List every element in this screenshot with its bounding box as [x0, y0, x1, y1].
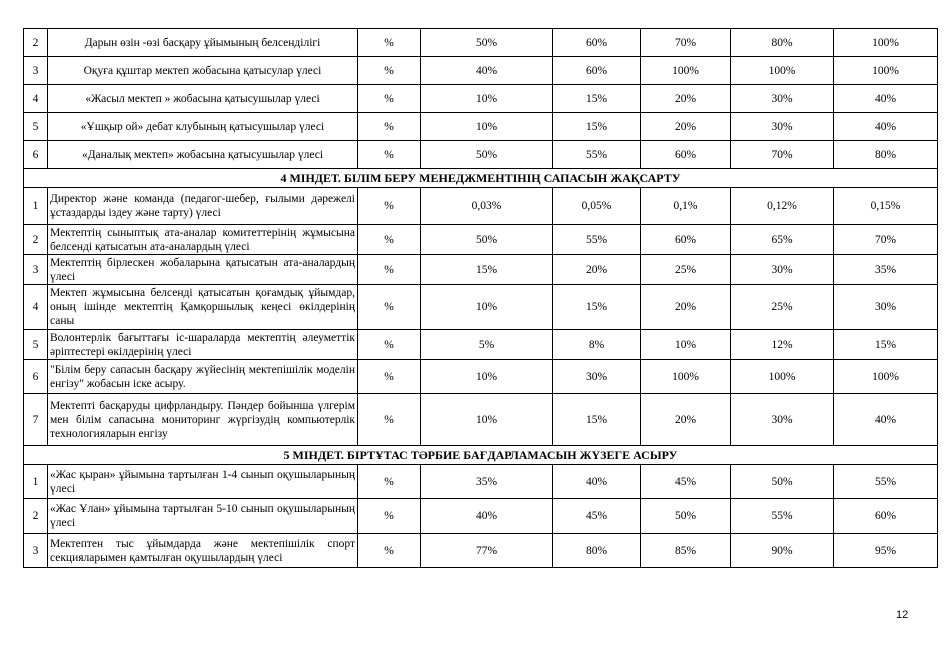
indicator-cell: Волонтерлік бағыттағы іс-шараларда мектептің әлеуметтік әріптестері өкілдерінің үлесі	[48, 330, 358, 360]
value-cell: 10%	[421, 285, 553, 330]
value-cell: 30%	[553, 360, 641, 394]
value-cell: 40%	[834, 85, 938, 113]
value-cell: 35%	[834, 255, 938, 285]
indicator-cell: Оқуға құштар мектеп жобасына қатысулар үлесі	[48, 57, 358, 85]
value-cell: 45%	[553, 499, 641, 534]
page-number: 12	[896, 609, 909, 621]
value-cell: 10%	[421, 394, 553, 446]
value-cell: 20%	[553, 255, 641, 285]
value-cell: 80%	[553, 534, 641, 568]
value-cell: 60%	[641, 141, 731, 169]
value-cell: 15%	[553, 113, 641, 141]
value-cell: 0,15%	[834, 188, 938, 225]
value-cell: 15%	[421, 255, 553, 285]
row-number: 2	[24, 499, 48, 534]
value-cell: 0,03%	[421, 188, 553, 225]
table-row	[24, 225, 938, 255]
table-row	[24, 85, 938, 113]
value-cell: 100%	[641, 57, 731, 85]
row-number: 3	[24, 534, 48, 568]
indicator-cell: Директор және команда (педагог-шебер, ғылыми дәрежелі ұстаздарды іздеу және тарту) үлесі	[48, 188, 358, 225]
value-cell: 50%	[641, 499, 731, 534]
value-cell: 95%	[834, 534, 938, 568]
value-cell: 8%	[553, 330, 641, 360]
table-row	[24, 330, 938, 360]
value-cell: 25%	[641, 255, 731, 285]
value-cell: 77%	[421, 534, 553, 568]
value-cell: 10%	[421, 85, 553, 113]
indicator-cell: «Ұшқыр ой» дебат клубының қатысушылар үлесі	[48, 113, 358, 141]
row-number: 1	[24, 188, 48, 225]
value-cell: 0,1%	[641, 188, 731, 225]
value-cell: 80%	[834, 141, 938, 169]
value-cell: 35%	[421, 465, 553, 499]
table-row	[24, 141, 938, 169]
indicators-table	[23, 28, 938, 568]
value-cell: 0,12%	[731, 188, 834, 225]
unit-cell: %	[358, 465, 421, 499]
value-cell: 45%	[641, 465, 731, 499]
row-number: 3	[24, 57, 48, 85]
indicator-cell: Мектеп жұмысына белсенді қатысатын қоғамдық ұйымдар, оның ішінде мектептің Қамқоршылық кеңесі өкілдерінің саны	[48, 285, 358, 330]
indicator-cell: «Жас қыран» ұйымына тартылған 1-4 сынып оқушыларының үлесі	[48, 465, 358, 499]
unit-cell: %	[358, 534, 421, 568]
row-number: 2	[24, 225, 48, 255]
value-cell: 25%	[731, 285, 834, 330]
value-cell: 15%	[834, 330, 938, 360]
value-cell: 50%	[731, 465, 834, 499]
value-cell: 60%	[641, 225, 731, 255]
value-cell: 15%	[553, 394, 641, 446]
value-cell: 30%	[731, 255, 834, 285]
unit-cell: %	[358, 29, 421, 57]
row-number: 3	[24, 255, 48, 285]
value-cell: 30%	[731, 394, 834, 446]
table-row	[24, 534, 938, 568]
value-cell: 100%	[641, 360, 731, 394]
value-cell: 30%	[834, 285, 938, 330]
value-cell: 55%	[834, 465, 938, 499]
value-cell: 40%	[421, 499, 553, 534]
value-cell: 70%	[731, 141, 834, 169]
value-cell: 100%	[834, 29, 938, 57]
unit-cell: %	[358, 255, 421, 285]
table-row	[24, 57, 938, 85]
table-row	[24, 499, 938, 534]
value-cell: 20%	[641, 113, 731, 141]
unit-cell: %	[358, 141, 421, 169]
value-cell: 20%	[641, 394, 731, 446]
row-number: 7	[24, 394, 48, 446]
value-cell: 5%	[421, 330, 553, 360]
indicator-cell: Мектепті басқаруды цифрландыру. Пәндер бойынша үлгерім мен білім сапасына мониторинг жүргізудің компьютерлік технологияларын енгізу	[48, 394, 358, 446]
indicator-cell: "Білім беру сапасын басқару жүйесінің мектепішілік моделін енгізу" жобасын іске асыру.	[48, 360, 358, 394]
indicator-cell: «Жас Ұлан» ұйымына тартылған 5-10 сынып оқушыларының үлесі	[48, 499, 358, 534]
indicator-cell: «Жасыл мектеп » жобасына қатысушылар үлесі	[48, 85, 358, 113]
table-row	[24, 188, 938, 225]
value-cell: 10%	[421, 113, 553, 141]
value-cell: 70%	[641, 29, 731, 57]
section-heading: 5 МІНДЕТ. БІРТҰТАС ТӘРБИЕ БАҒДАРЛАМАСЫН ЖҮЗЕГЕ АСЫРУ	[24, 446, 938, 465]
section-row	[24, 446, 938, 465]
unit-cell: %	[358, 394, 421, 446]
indicators-table-body	[24, 29, 938, 568]
indicator-cell: Дарын өзін -өзі басқару ұйымының белсенділігі	[48, 29, 358, 57]
indicator-cell: Мектептің сыныптық ата-аналар комитеттерінің жұмысына белсенді қатысатын ата-аналардың үлесі	[48, 225, 358, 255]
section-heading: 4 МІНДЕТ. БІЛІМ БЕРУ МЕНЕДЖМЕНТІНІҢ САПАСЫН ЖАҚСАРТУ	[24, 169, 938, 188]
value-cell: 40%	[834, 394, 938, 446]
value-cell: 100%	[834, 57, 938, 85]
value-cell: 85%	[641, 534, 731, 568]
value-cell: 50%	[421, 29, 553, 57]
table-row	[24, 394, 938, 446]
unit-cell: %	[358, 57, 421, 85]
unit-cell: %	[358, 499, 421, 534]
value-cell: 90%	[731, 534, 834, 568]
value-cell: 20%	[641, 285, 731, 330]
value-cell: 60%	[553, 29, 641, 57]
value-cell: 20%	[641, 85, 731, 113]
unit-cell: %	[358, 85, 421, 113]
value-cell: 60%	[553, 57, 641, 85]
row-number: 2	[24, 29, 48, 57]
row-number: 5	[24, 113, 48, 141]
value-cell: 50%	[421, 225, 553, 255]
table-row	[24, 29, 938, 57]
unit-cell: %	[358, 360, 421, 394]
value-cell: 100%	[731, 360, 834, 394]
table-row	[24, 113, 938, 141]
value-cell: 40%	[834, 113, 938, 141]
value-cell: 100%	[731, 57, 834, 85]
table-row	[24, 360, 938, 394]
table-row	[24, 465, 938, 499]
unit-cell: %	[358, 285, 421, 330]
value-cell: 15%	[553, 285, 641, 330]
value-cell: 100%	[834, 360, 938, 394]
row-number: 4	[24, 285, 48, 330]
row-number: 6	[24, 360, 48, 394]
value-cell: 0,05%	[553, 188, 641, 225]
value-cell: 55%	[553, 141, 641, 169]
value-cell: 10%	[421, 360, 553, 394]
unit-cell: %	[358, 225, 421, 255]
indicator-cell: Мектептен тыс ұйымдарда және мектепішілік спорт секцияларымен қамтылған оқушылардың үлесі	[48, 534, 358, 568]
value-cell: 55%	[731, 499, 834, 534]
value-cell: 30%	[731, 85, 834, 113]
value-cell: 40%	[421, 57, 553, 85]
value-cell: 30%	[731, 113, 834, 141]
value-cell: 40%	[553, 465, 641, 499]
row-number: 4	[24, 85, 48, 113]
value-cell: 65%	[731, 225, 834, 255]
unit-cell: %	[358, 188, 421, 225]
unit-cell: %	[358, 330, 421, 360]
row-number: 1	[24, 465, 48, 499]
value-cell: 55%	[553, 225, 641, 255]
value-cell: 50%	[421, 141, 553, 169]
indicator-cell: «Даналық мектеп» жобасына қатысушылар үлесі	[48, 141, 358, 169]
value-cell: 10%	[641, 330, 731, 360]
row-number: 5	[24, 330, 48, 360]
value-cell: 80%	[731, 29, 834, 57]
value-cell: 70%	[834, 225, 938, 255]
section-row	[24, 169, 938, 188]
value-cell: 12%	[731, 330, 834, 360]
indicator-cell: Мектептің бірлескен жобаларына қатысатын ата-аналардың үлесі	[48, 255, 358, 285]
row-number: 6	[24, 141, 48, 169]
table-row	[24, 285, 938, 330]
value-cell: 15%	[553, 85, 641, 113]
unit-cell: %	[358, 113, 421, 141]
value-cell: 60%	[834, 499, 938, 534]
table-row	[24, 255, 938, 285]
